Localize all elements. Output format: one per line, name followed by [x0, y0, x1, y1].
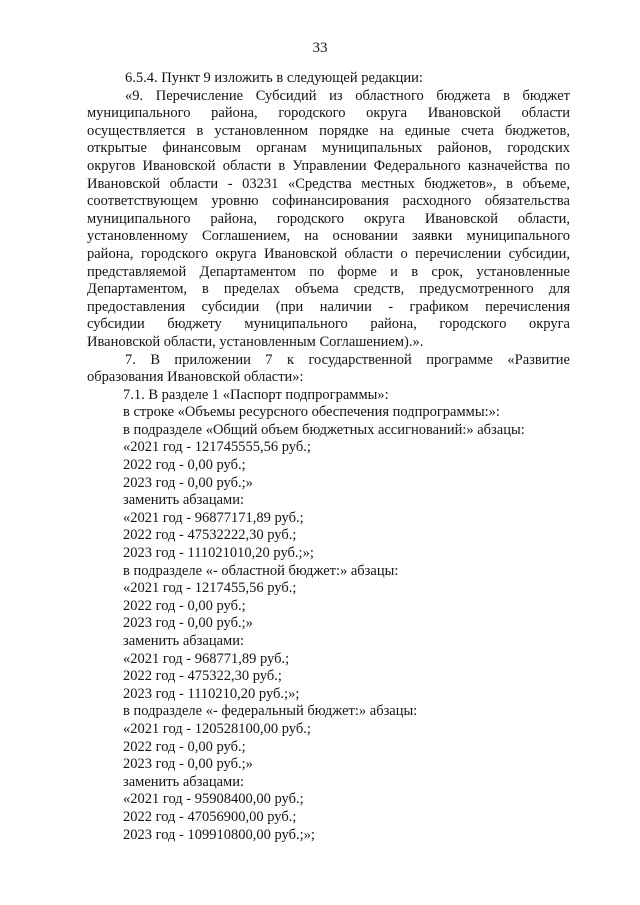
list-item: заменить абзацами: [123, 773, 245, 790]
text-line: установленному Соглашением, на основании заявки муниципального [87, 228, 570, 245]
list-item: в подразделе «- областной бюджет:» абзацы: [123, 562, 399, 579]
list-item: 2023 год - 0,00 руб.;» [123, 615, 253, 632]
list-item: заменить абзацами: [123, 633, 245, 649]
text-line: Ивановской области - 03231 «Средства местных бюджетов», в объеме, [87, 175, 570, 192]
text-line: предоставления субсидии (при наличии - графиком перечисления [87, 298, 570, 315]
list-item: 2023 год - 0,00 руб.;» [123, 474, 253, 491]
text-line: образования Ивановской области»: [87, 369, 304, 386]
text-line: «9. Перечисление Субсидий из областного бюджета в бюджет [125, 87, 570, 104]
item-7-paragraph [87, 352, 570, 387]
text-line: муниципального района, городского округа Ивановской области, [87, 210, 570, 227]
list-item: 7.1. В разделе 1 «Паспорт подпрограммы»: [123, 386, 389, 403]
list-item: «2021 год - 1217455,56 руб.; [123, 580, 297, 597]
text-line: 7. В приложении 7 к государственной программе «Развитие [125, 351, 570, 368]
text-line: Ивановской области, установленным Соглашением).». [87, 333, 424, 350]
text-line: района, городского округа Ивановской области о перечислении субсидии, [87, 245, 570, 262]
text-line: субсидии бюджету муниципального района, городского округа [87, 316, 570, 333]
document-body [87, 70, 570, 844]
list-item: в подразделе «- федеральный бюджет:» абзацы: [123, 703, 418, 720]
list-item: 2023 год - 111021010,20 руб.;»; [123, 545, 314, 562]
amendments-list [87, 387, 570, 844]
text-line: соответствующем уровню софинансирования расходного обязательства [87, 193, 570, 210]
list-item: в подразделе «Общий объем бюджетных ассигнований:» абзацы: [123, 421, 525, 438]
list-item: «2021 год - 96877171,89 руб.; [123, 509, 304, 526]
list-item: «2021 год - 95908400,00 руб.; [123, 791, 304, 808]
item-9-paragraph [87, 88, 570, 352]
list-item: 2023 год - 109910800,00 руб.;»; [123, 826, 315, 843]
text-line: Департаментом, в пределах объема средств, предусмотренного для [87, 281, 570, 298]
list-item: 2023 год - 0,00 руб.;» [123, 756, 253, 773]
list-item: 2022 год - 0,00 руб.; [123, 457, 246, 474]
list-item: 2022 год - 0,00 руб.; [123, 597, 246, 614]
text-line: открытые финансовым органам муниципальных районов, городских [87, 140, 570, 157]
item-6-5-4: 6.5.4. Пункт 9 изложить в следующей редакции: [125, 70, 423, 86]
list-item: 2023 год - 1110210,20 руб.;»; [123, 685, 300, 702]
list-item: в строке «Объемы ресурсного обеспечения подпрограммы:»: [123, 404, 500, 421]
text-line: представляемой Департаментом по форме и в срок, установленные [87, 263, 570, 280]
text-line: муниципального района, городского округа Ивановской области [87, 105, 570, 122]
page-number: 33 [312, 40, 328, 56]
list-item: 2022 год - 47056900,00 руб.; [123, 808, 297, 825]
list-item: заменить абзацами: [123, 492, 245, 509]
list-item: «2021 год - 121745555,56 руб.; [123, 439, 311, 456]
list-item: «2021 год - 120528100,00 руб.; [123, 720, 311, 737]
text-line: округов Ивановской области в Управлении Федерального казначейства по [87, 157, 570, 174]
list-item: 2022 год - 0,00 руб.; [123, 738, 246, 755]
list-item: «2021 год - 968771,89 руб.; [123, 650, 290, 667]
list-item: 2022 год - 47532222,30 руб.; [123, 527, 297, 544]
text-line: осуществляется в установленном порядке на единые счета бюджетов, [87, 122, 570, 139]
list-item: 2022 год - 475322,30 руб.; [123, 668, 282, 685]
